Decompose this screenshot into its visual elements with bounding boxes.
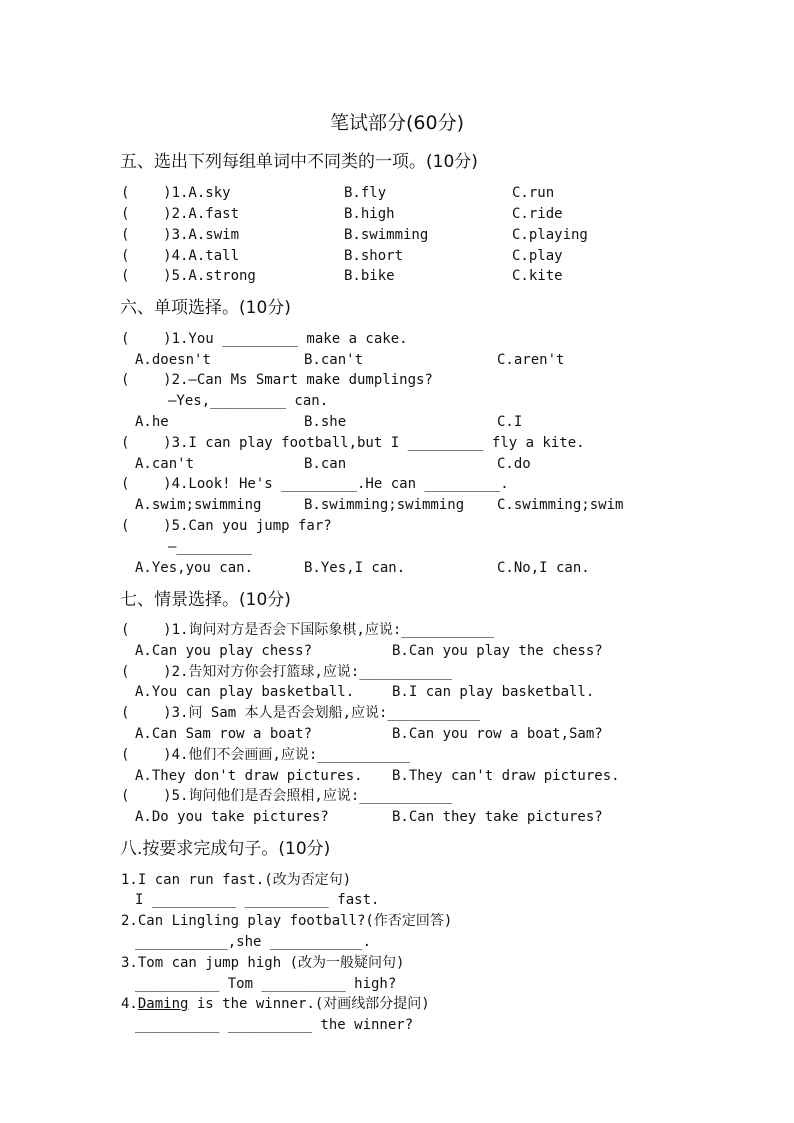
s8-answer1: I __________ __________ fast. [135, 892, 380, 908]
s8-sentence2: 2.Can Lingling play football?(作否定回答) [121, 913, 453, 929]
s5-item3-a: ( )3.A.swim [121, 227, 240, 243]
s6-q2-option-a: A.he [135, 414, 169, 430]
s7-q1-option-a: A.Can you play chess? [135, 643, 313, 659]
s6-q2-option-b: B.she [304, 414, 347, 430]
section8-heading: 八.按要求完成句子。(10分) [120, 839, 331, 859]
s6-q4-option-c: C.swimming;swim [497, 497, 624, 513]
s8-sentence3: 3.Tom can jump high (改为一般疑问句) [121, 955, 405, 971]
s5-item4-b: B.short [344, 248, 404, 264]
s6-q5-answer-line: —_________ [168, 539, 253, 555]
s8-answer4: __________ __________ the winner? [135, 1017, 414, 1033]
section5-heading: 五、选出下列每组单词中不同类的一项。(10分) [120, 152, 478, 172]
s7-q1: ( )1.询问对方是否会下国际象棋,应说:___________ [121, 622, 495, 638]
s6-q5-option-b: B.Yes,I can. [304, 560, 406, 576]
s7-q5: ( )5.询问他们是否会照相,应说:___________ [121, 788, 453, 804]
s8-answer2: ___________,she ___________. [135, 934, 372, 950]
s5-item1-a: ( )1.A.sky [121, 185, 231, 201]
s7-q4-option-a: A.They don't draw pictures. [135, 768, 363, 784]
s5-item5-b: B.bike [344, 268, 395, 284]
s8-sentence4 [121, 995, 430, 1013]
s6-q3-option-c: C.do [497, 456, 531, 472]
s5-item2-c: C.ride [512, 206, 563, 222]
s6-q3-option-a: A.can't [135, 456, 195, 472]
s7-q1-option-b: B.Can you play the chess? [392, 643, 603, 659]
s6-q4-option-b: B.swimming;swimming [304, 497, 465, 513]
s6-q5: ( )5.Can you jump far? [121, 518, 332, 534]
s7-q3-option-a: A.Can Sam row a boat? [135, 726, 313, 742]
s6-q5-option-a: A.Yes,you can. [135, 560, 254, 576]
s5-item5-c: C.kite [512, 268, 563, 284]
s5-item5-a: ( )5.A.strong [121, 268, 256, 284]
s6-q1-option-a: A.doesn't [135, 352, 211, 368]
s7-q4: ( )4.他们不会画画,应说:___________ [121, 747, 411, 763]
s6-q1: ( )1.You _________ make a cake. [121, 331, 408, 347]
s7-q5-option-b: B.Can they take pictures? [392, 809, 603, 825]
s6-q5-option-c: C.No,I can. [497, 560, 590, 576]
s6-q1-option-b: B.can't [304, 352, 364, 368]
s7-q4-option-b: B.They can't draw pictures. [392, 768, 620, 784]
s5-item1-b: B.fly [344, 185, 387, 201]
section6-heading: 六、单项选择。(10分) [120, 298, 291, 318]
s7-q3-option-b: B.Can you row a boat,Sam? [392, 726, 603, 742]
s6-q2: ( )2.—Can Ms Smart make dumplings? [121, 372, 433, 388]
s8-sentence1: 1.I can run fast.(改为否定句) [121, 872, 352, 888]
s5-item1-c: C.run [512, 185, 555, 201]
s7-q2-option-b: B.I can play basketball. [392, 684, 595, 700]
s7-q2: ( )2.告知对方你会打篮球,应说:___________ [121, 664, 453, 680]
s7-q2-option-a: A.You can play basketball. [135, 684, 355, 700]
s5-item3-c: C.playing [512, 227, 588, 243]
s6-q4: ( )4.Look! He's _________.He can _________. [121, 476, 509, 492]
s8-answer3: __________ Tom __________ high? [135, 976, 397, 992]
s5-item4-a: ( )4.A.tall [121, 248, 240, 264]
s6-q3-option-b: B.can [304, 456, 347, 472]
s6-q2-answer-line: —Yes,_________ can. [168, 393, 329, 409]
s7-q5-option-a: A.Do you take pictures? [135, 809, 329, 825]
s6-q4-option-a: A.swim;swimming [135, 497, 262, 513]
s6-q2-option-c: C.I [497, 414, 523, 430]
s5-item2-a: ( )2.A.fast [121, 206, 240, 222]
s8-sentence4-rest: is the winner.(对画线部分提问) [188, 996, 430, 1012]
page-title: 笔试部分(60分) [329, 112, 464, 134]
section7-heading: 七、情景选择。(10分) [120, 590, 291, 610]
s7-q3: ( )3.问 Sam 本人是否会划船,应说:___________ [121, 705, 481, 721]
s5-item2-b: B.high [344, 206, 395, 222]
s8-sentence4-number: 4. [121, 996, 138, 1012]
s6-q3: ( )3.I can play football,but I _________ fly a kite. [121, 435, 585, 451]
s5-item4-c: C.play [512, 248, 563, 264]
s6-q1-option-c: C.aren't [497, 352, 565, 368]
s5-item3-b: B.swimming [344, 227, 429, 243]
s8-sentence4-underlined: Daming [137, 996, 189, 1012]
